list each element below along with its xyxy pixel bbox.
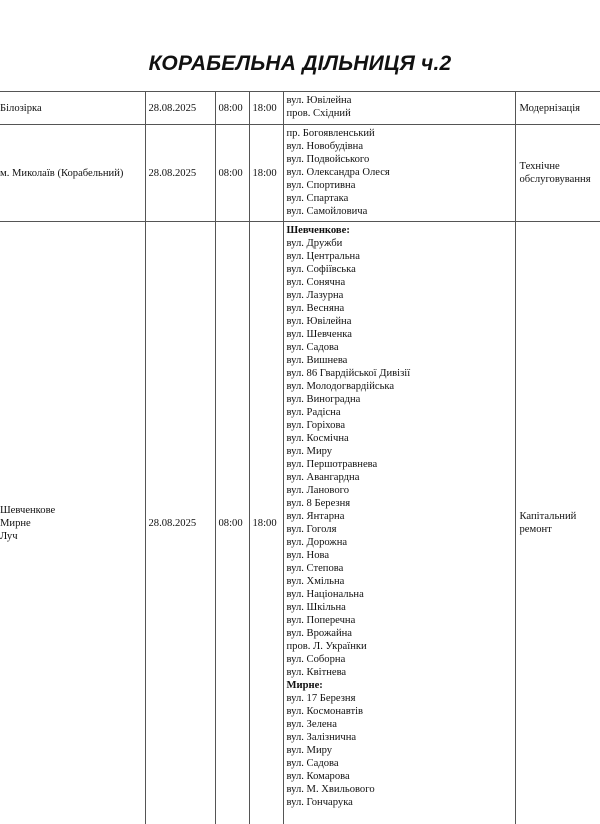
settlement-group-heading: Шевченкове: (287, 224, 512, 237)
street-item: вул. Самойловича (287, 205, 512, 218)
street-item: вул. Степова (287, 562, 512, 575)
settlement-cell (0, 92, 145, 125)
street-item: вул. Соборна (287, 653, 512, 666)
settlement-cell (0, 222, 145, 824)
street-item: вул. Новобудівна (287, 140, 512, 153)
date-cell: 28.08.2025 (145, 125, 215, 222)
street-item: вул. Космічна (287, 432, 512, 445)
street-item: вул. Квітнева (287, 666, 512, 679)
end-time-cell: 18:00 (249, 222, 283, 824)
street-item: вул. 17 Березня (287, 692, 512, 705)
work-type-cell (515, 222, 600, 824)
street-item: вул. Сонячна (287, 276, 512, 289)
street-item: вул. Центральна (287, 250, 512, 263)
page-title: КОРАБЕЛЬНА ДІЛЬНИЦЯ ч.2 (0, 52, 600, 76)
street-item: вул. Залізнична (287, 731, 512, 744)
settlement-name: Шевченкове (0, 504, 142, 517)
street-item: вул. 8 Березня (287, 497, 512, 510)
settlement-group-heading: Мирне: (287, 679, 512, 692)
street-item: вул. Національна (287, 588, 512, 601)
work-type-cell (515, 92, 600, 125)
street-item: вул. Дорожна (287, 536, 512, 549)
settlement-name: Луч (0, 530, 142, 543)
street-item: вул. Нова (287, 549, 512, 562)
street-item: вул. Шевченка (287, 328, 512, 341)
street-item: вул. Спартака (287, 192, 512, 205)
street-item: вул. Зелена (287, 718, 512, 731)
work-type-text: обслуговування (520, 173, 599, 186)
street-item: вул. М. Хвильового (287, 783, 512, 796)
street-item: пр. Богоявленський (287, 127, 512, 140)
street-item: вул. Софіївська (287, 263, 512, 276)
work-type-text: Капітальний (520, 510, 599, 523)
settlement-name: Мирне (0, 517, 142, 530)
street-item: вул. Комарова (287, 770, 512, 783)
street-item: вул. Лазурна (287, 289, 512, 302)
street-item: вул. Садова (287, 341, 512, 354)
street-item: вул. Виноградна (287, 393, 512, 406)
start-time-cell: 08:00 (215, 222, 249, 824)
street-item: вул. Горіхова (287, 419, 512, 432)
start-time-cell: 08:00 (215, 92, 249, 125)
work-type-text: ремонт (520, 523, 599, 536)
end-time-cell: 18:00 (249, 125, 283, 222)
street-item: вул. Янтарна (287, 510, 512, 523)
table-row (0, 92, 600, 125)
street-item: вул. Весняна (287, 302, 512, 315)
street-item: вул. Гоголя (287, 523, 512, 536)
table-row (0, 222, 600, 824)
street-item: вул. Шкільна (287, 601, 512, 614)
settlement-name: м. Миколаїв (Корабельний) (0, 167, 142, 180)
date-cell: 28.08.2025 (145, 92, 215, 125)
streets-cell (283, 222, 515, 824)
street-item: вул. Хмільна (287, 575, 512, 588)
streets-cell (283, 125, 515, 222)
street-item: вул. Авангардна (287, 471, 512, 484)
settlement-name: Білозірка (0, 102, 142, 115)
street-item: вул. Садова (287, 757, 512, 770)
street-item: пров. Східний (287, 107, 512, 120)
street-item: вул. Врожайна (287, 627, 512, 640)
street-item: вул. 86 Гвардійської Дивізії (287, 367, 512, 380)
street-item: вул. Ювілейна (287, 315, 512, 328)
street-item: вул. Миру (287, 445, 512, 458)
street-item: вул. Космонавтів (287, 705, 512, 718)
street-item: вул. Гончарука (287, 796, 512, 809)
date-cell: 28.08.2025 (145, 222, 215, 824)
settlement-cell (0, 125, 145, 222)
street-item: вул. Дружби (287, 237, 512, 250)
street-item: вул. Радісна (287, 406, 512, 419)
street-item: вул. Вишнева (287, 354, 512, 367)
street-item: вул. Миру (287, 744, 512, 757)
work-type-cell (515, 125, 600, 222)
work-type-text: Технічне (520, 160, 599, 173)
street-item: пров. Л. Українки (287, 640, 512, 653)
street-item: вул. Першотравнева (287, 458, 512, 471)
start-time-cell: 08:00 (215, 125, 249, 222)
streets-cell (283, 92, 515, 125)
street-item: вул. Олександра Олеся (287, 166, 512, 179)
street-item: вул. Поперечна (287, 614, 512, 627)
street-item: вул. Спортивна (287, 179, 512, 192)
work-type-text: Модернізація (520, 102, 599, 115)
street-item: вул. Ювілейна (287, 94, 512, 107)
outage-table (0, 91, 600, 824)
street-item: вул. Ланового (287, 484, 512, 497)
street-item: вул. Подвойського (287, 153, 512, 166)
street-item: вул. Молодогвардійська (287, 380, 512, 393)
end-time-cell: 18:00 (249, 92, 283, 125)
table-row (0, 125, 600, 222)
